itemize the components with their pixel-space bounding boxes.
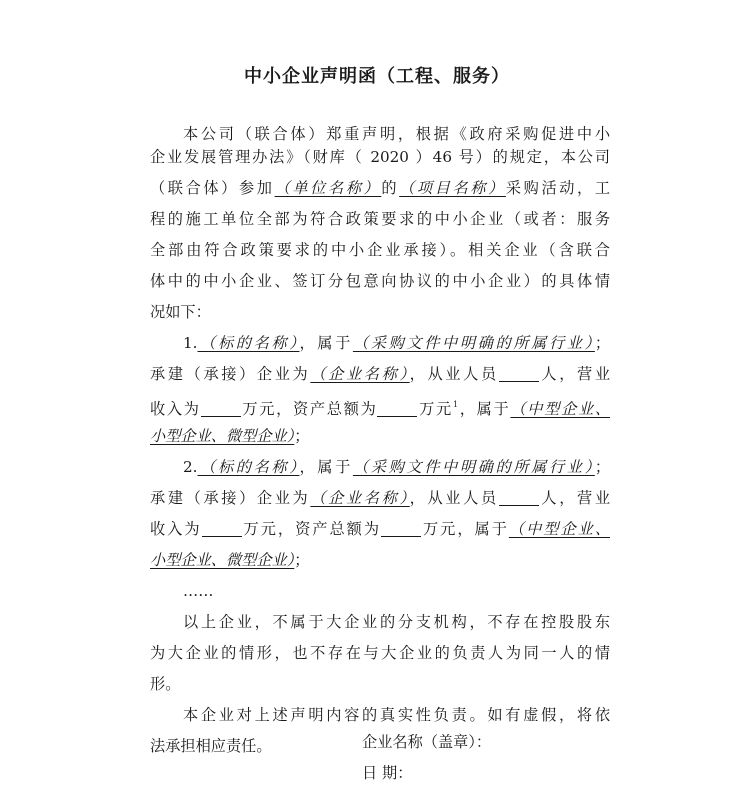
para2-line-2: 为大企业的情形，也不存在与大企业的负责人为同一人的情 — [150, 644, 610, 662]
item1-size-field-b: 小型企业、微型企业） — [150, 427, 295, 445]
para3-line-1: 本企业对上述声明内容的真实性负责。如有虚假，将依 — [183, 706, 610, 724]
company-seal-label: 企业名称（盖章）： — [362, 733, 492, 751]
para3-line-2: 法承担相应责任。 — [150, 737, 272, 755]
page-title: 中小企业声明函（工程、服务） — [244, 66, 510, 87]
item1-subject-field: （标的名称） — [197, 334, 300, 352]
item1-line-1: 1.（标的名称），属于（采购文件中明确的所属行业）； — [183, 334, 611, 352]
intro-line-1: 本公司（联合体）郑重声明，根据《政府采购促进中小 — [183, 125, 610, 143]
intro-line-5: 全部由符合政策要求的中小企业承接）。相关企业（含联合 — [150, 241, 610, 259]
unit-name-field: （单位名称） — [274, 179, 382, 197]
intro-line-2: 企业发展管理办法》（财库（ 2020 ）46 号）的规定，本公司 — [150, 148, 610, 166]
item2-revenue-blank — [202, 518, 242, 537]
item2-line-2: 承建（承接）企业为（企业名称），从业人员 人，营业 — [150, 489, 611, 507]
item1-line-3: 收入为 万元，资产总额为 万元$^1$，属于（中型企业、 — [150, 400, 611, 418]
item2-assets-blank — [381, 518, 421, 537]
item2-staff-blank — [499, 487, 539, 506]
item1-company-field: （企业名称） — [310, 365, 410, 383]
item2-industry-field: （采购文件中明确的所属行业） — [352, 458, 595, 476]
item2-line-4: 小型企业、微型企业）； — [150, 551, 310, 569]
item2-line-3: 收入为 万元，资产总额为 万元，属于（中型企业、 — [150, 520, 611, 538]
item1-assets-blank — [377, 398, 417, 417]
project-name-field: （项目名称） — [399, 179, 506, 197]
item2-line-1: 2.（标的名称），属于（采购文件中明确的所属行业）； — [183, 458, 611, 476]
item2-subject-field: （标的名称） — [197, 458, 300, 476]
intro-line-4: 程的施工单位全部为符合政策要求的中小企业（或者：服务 — [150, 210, 610, 228]
item2-company-field: （企业名称） — [310, 489, 410, 507]
item1-line-4: 小型企业、微型企业）； — [150, 427, 310, 445]
intro-line-6: 体中的中小企业、签订分包意向协议的中小企业）的具体情 — [150, 272, 610, 290]
item1-line-2: 承建（承接）企业为（企业名称），从业人员 人，营业 — [150, 365, 611, 383]
para2-line-1: 以上企业，不属于大企业的分支机构，不存在控股股东 — [183, 613, 610, 631]
para2-line-3: 形。 — [150, 675, 181, 693]
intro-line-7: 况如下： — [150, 303, 211, 321]
item1-staff-blank — [499, 363, 539, 382]
item2-size-field-a: （中型企业、 — [508, 520, 611, 538]
ellipsis: …… — [183, 582, 214, 600]
item1-revenue-blank — [201, 398, 241, 417]
item2-size-field-b: 小型企业、微型企业） — [150, 551, 295, 569]
footnote-mark: 1 — [452, 400, 459, 409]
intro-line-3: （联合体）参加（单位名称）的（项目名称）采购活动，工 — [150, 179, 611, 197]
date-label: 日 期： — [362, 764, 413, 782]
item1-size-field-a: （中型企业、 — [510, 400, 611, 418]
item1-industry-field: （采购文件中明确的所属行业） — [352, 334, 595, 352]
